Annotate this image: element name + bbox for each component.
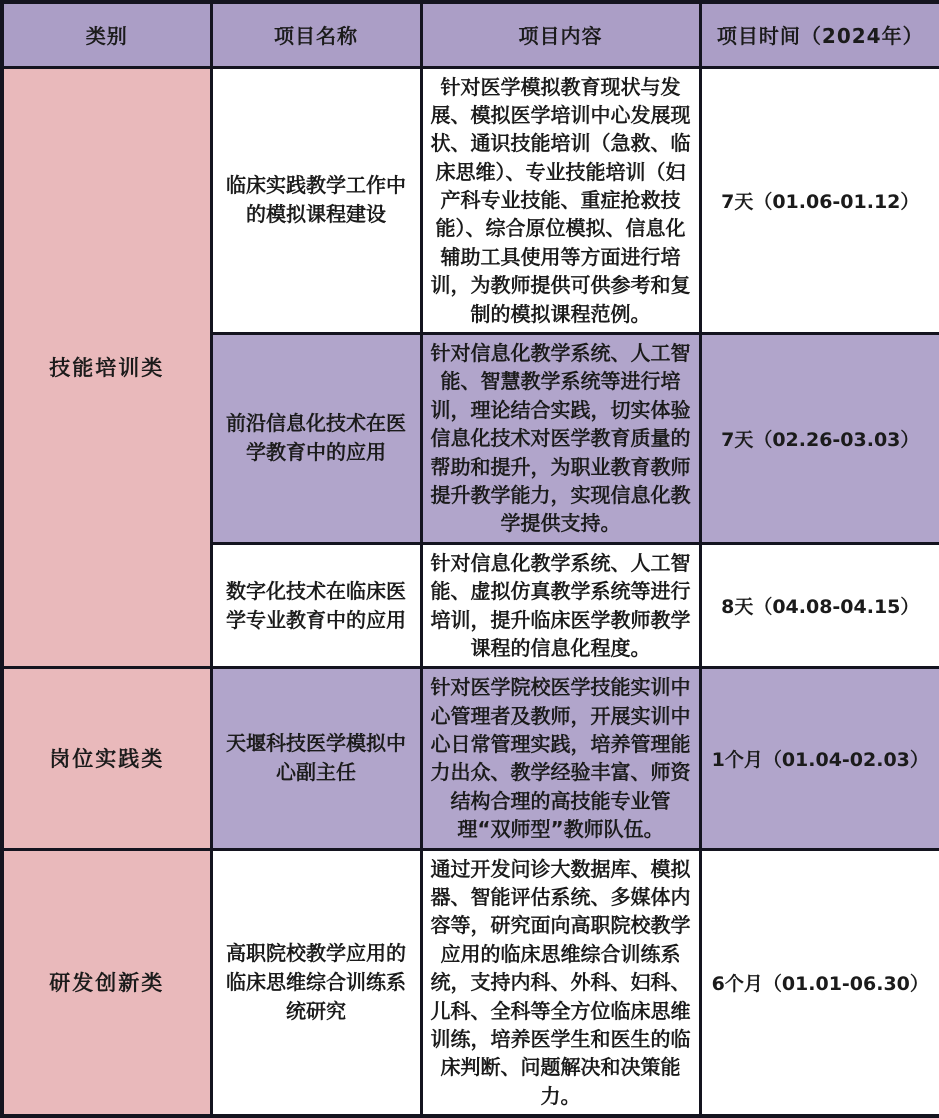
project-time-cell: 7天（02.26-03.03） bbox=[700, 334, 939, 544]
category-cell-skill-training: 技能培训类 bbox=[2, 67, 211, 668]
project-content-cell: 针对信息化教学系统、人工智能、智慧教学系统等进行培训，理论结合实践，切实体验信息化技术对医学教育质量的帮助和提升，为职业教育教师提升教学能力，实现信息化教学提供支持。 bbox=[421, 334, 700, 544]
project-content-cell: 通过开发问诊大数据库、模拟器、智能评估系统、多媒体内容等，研究面向高职院校教学应用的临床思维综合训练系统，支持内科、外科、妇科、儿科、全科等全方位临床思维训练，培养医学生和医生的临床判断、问题解决和决策能力。 bbox=[421, 849, 700, 1116]
table-row bbox=[2, 849, 939, 1116]
table-row bbox=[2, 668, 939, 849]
header-project-name: 项目名称 bbox=[211, 2, 421, 67]
project-name-cell: 前沿信息化技术在医学教育中的应用 bbox=[211, 334, 421, 544]
table-header-row bbox=[2, 2, 939, 67]
table-row bbox=[2, 67, 939, 334]
project-name-cell: 临床实践教学工作中的模拟课程建设 bbox=[211, 67, 421, 334]
project-time-cell: 1个月（01.04-02.03） bbox=[700, 668, 939, 849]
header-project-content: 项目内容 bbox=[421, 2, 700, 67]
project-content-cell: 针对医学院校医学技能实训中心管理者及教师，开展实训中心日常管理实践，培养管理能力出众、教学经验丰富、师资结构合理的高技能专业管理“双师型”教师队伍。 bbox=[421, 668, 700, 849]
project-name-cell: 高职院校教学应用的临床思维综合训练系统研究 bbox=[211, 849, 421, 1116]
category-cell-post-practice: 岗位实践类 bbox=[2, 668, 211, 849]
project-name-cell: 数字化技术在临床医学专业教育中的应用 bbox=[211, 543, 421, 668]
project-time-cell: 7天（01.06-01.12） bbox=[700, 67, 939, 334]
project-time-cell: 6个月（01.01-06.30） bbox=[700, 849, 939, 1116]
project-time-cell: 8天（04.08-04.15） bbox=[700, 543, 939, 668]
header-category: 类别 bbox=[2, 2, 211, 67]
project-name-cell: 天堰科技医学模拟中心副主任 bbox=[211, 668, 421, 849]
category-cell-rd-innovation: 研发创新类 bbox=[2, 849, 211, 1116]
header-project-time: 项目时间（2024年） bbox=[700, 2, 939, 67]
project-content-cell: 针对医学模拟教育现状与发展、模拟医学培训中心发展现状、通识技能培训（急救、临床思维）、专业技能培训（妇产科专业技能、重症抢救技能）、综合原位模拟、信息化辅助工具使用等方面进行培训，为教师提供可供参考和复制的模拟课程范例。 bbox=[421, 67, 700, 334]
project-content-cell: 针对信息化教学系统、人工智能、虚拟仿真教学系统等进行培训，提升临床医学教师教学课程的信息化程度。 bbox=[421, 543, 700, 668]
